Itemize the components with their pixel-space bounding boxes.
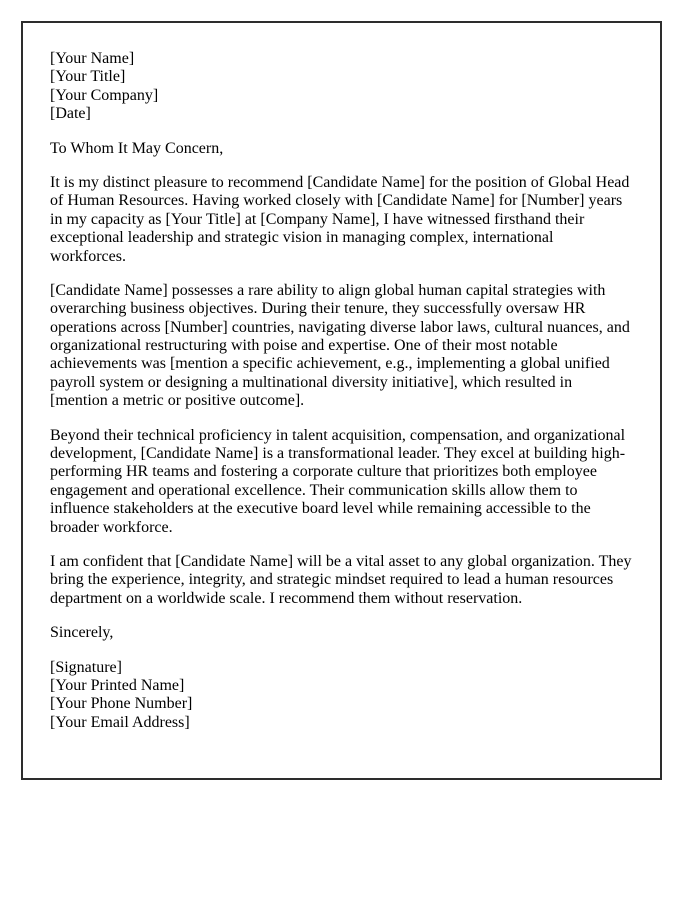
paragraph-achievements: [Candidate Name] possesses a rare ability to align global human capital strategies with overarching business objectives. During their tenure, they successfully oversaw HR operations across [Number] countries, navigating diverse labor laws, cultural nuances, and organizational restructuring with poise and expertise. One of their most notable achievements was [mention a specific achievement, e.g., implementing a global unified payroll system or designing a multinational diversity initiative], which resulted in [mention a metric or positive outcome]. [50, 281, 630, 410]
email-address-placeholder: [Your Email Address] [50, 713, 190, 731]
signature-placeholder: [Signature] [50, 658, 122, 676]
letter-date: [Date] [50, 105, 91, 123]
salutation: To Whom It May Concern, [50, 139, 224, 157]
sender-title: [Your Title] [50, 68, 126, 86]
closing-salutation: Sincerely, [50, 624, 114, 642]
sender-block [50, 50, 633, 124]
printed-name-placeholder: [Your Printed Name] [50, 676, 185, 694]
letter-container [21, 21, 662, 780]
signature-block [50, 659, 633, 733]
phone-number-placeholder: [Your Phone Number] [50, 695, 193, 713]
sender-name: [Your Name] [50, 50, 135, 67]
paragraph-introduction: It is my distinct pleasure to recommend [Candidate Name] for the position of Global Head of Human Resources. Having worked closely with [Candidate Name] for [Number] years in my capacity as [Your Title] at [Company Name], I have witnessed firsthand their exceptional leadership and strategic vision in managing complex, international workforces. [50, 173, 630, 265]
paragraph-leadership: Beyond their technical proficiency in talent acquisition, compensation, and organizational development, [Candidate Name] is a transformational leader. They excel at building high-performing HR teams and fostering a corporate culture that prioritizes both employee engagement and operational excellence. Their communication skills allow them to influence stakeholders at the executive board level while remaining accessible to the broader workforce. [50, 426, 626, 536]
paragraph-endorsement: I am confident that [Candidate Name] will be a vital asset to any global organization. They bring the experience, integrity, and strategic mindset required to lead a human resources department on a worldwide scale. I recommend them without reservation. [50, 552, 632, 607]
sender-company: [Your Company] [50, 86, 159, 104]
